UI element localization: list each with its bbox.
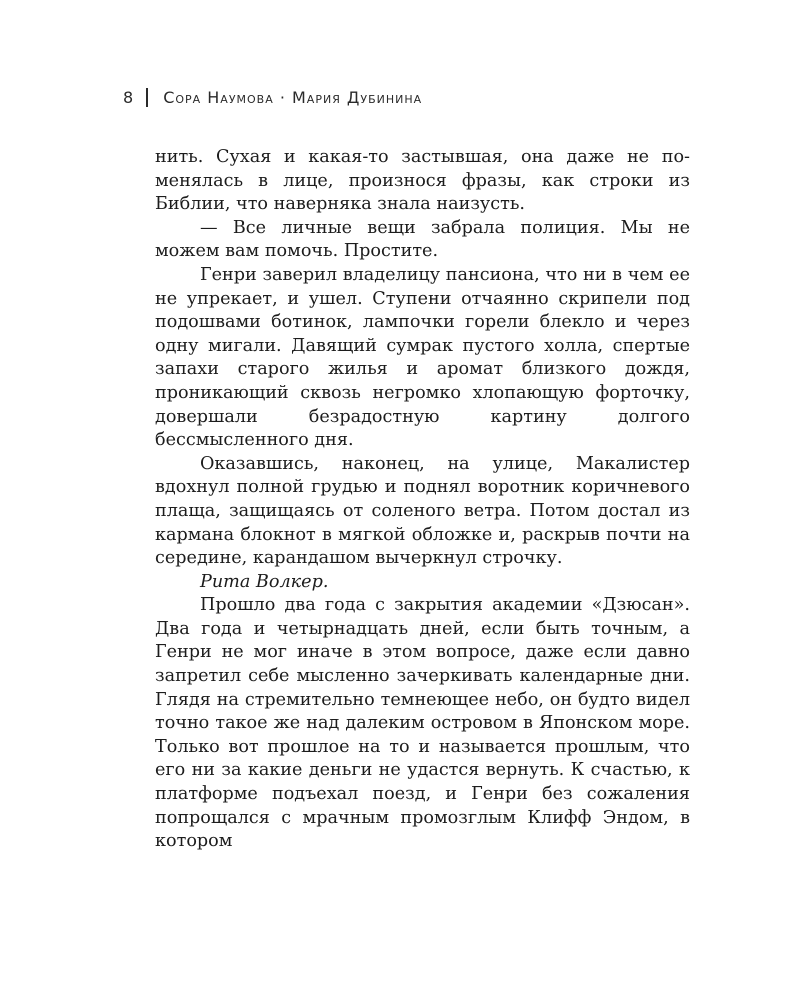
- paragraph: Прошло два года с закрытия академии «Дзюсан». Два года и четырнадцать дней, если быть точным, а Генри не мог иначе в этом вопросе, даже если давно запретил себе мысленно зачеркивать календарные дни. Глядя на стремительно темнеющее небо, он будто видел точно такое же над далеким островом в Японском море. Только вот прошлое на то и называется прошлым, что его ни за какие деньги не удастся вернуть. К счастью, к платформе подъехал поезд, и Генри без сожаления попрощался с мрачным промозглым Клифф Эндом, в котором: [155, 595, 690, 852]
- body-text: [155, 146, 690, 854]
- paragraph-continuation: нить. Сухая и какая-то застывшая, она даже не поменялась в лице, произнося фразы, как строки из Библии, что наверняка знала наизусть.: [155, 147, 690, 215]
- paragraph: Генри заверил владелицу пансиона, что ни в чем ее не упрекает, и ушел. Ступени отчаянно скрипели под подошвами ботинок, лампочки горели блекло и через одну мигали. Давящий сумрак пустого холла, спертые запахи старого жилья и аромат близкого дождя, проникающий сквозь негромко хлопающую форточку, довершали безрадостную картину долгого бессмысленного дня.: [155, 264, 690, 451]
- page-number: 8: [123, 87, 134, 107]
- paragraph-italic-name: Рита Волкер.: [200, 571, 329, 592]
- paragraph-dialogue: — Все личные вещи забрала полиция. Мы не можем вам помочь. Простите.: [155, 217, 690, 262]
- header-divider: [146, 88, 148, 107]
- running-head: [123, 86, 422, 108]
- paragraph: Оказавшись, наконец, на улице, Макалистер вдохнул полной грудью и поднял воротник коричневого плаща, защищаясь от соленого ветра. Потом достал из кармана блокнот в мягкой обложке и, раскрыв почти на середине, карандашом вычеркнул строчку.: [155, 453, 690, 569]
- book-authors: Сора Наумова · Мария Дубинина: [163, 87, 423, 107]
